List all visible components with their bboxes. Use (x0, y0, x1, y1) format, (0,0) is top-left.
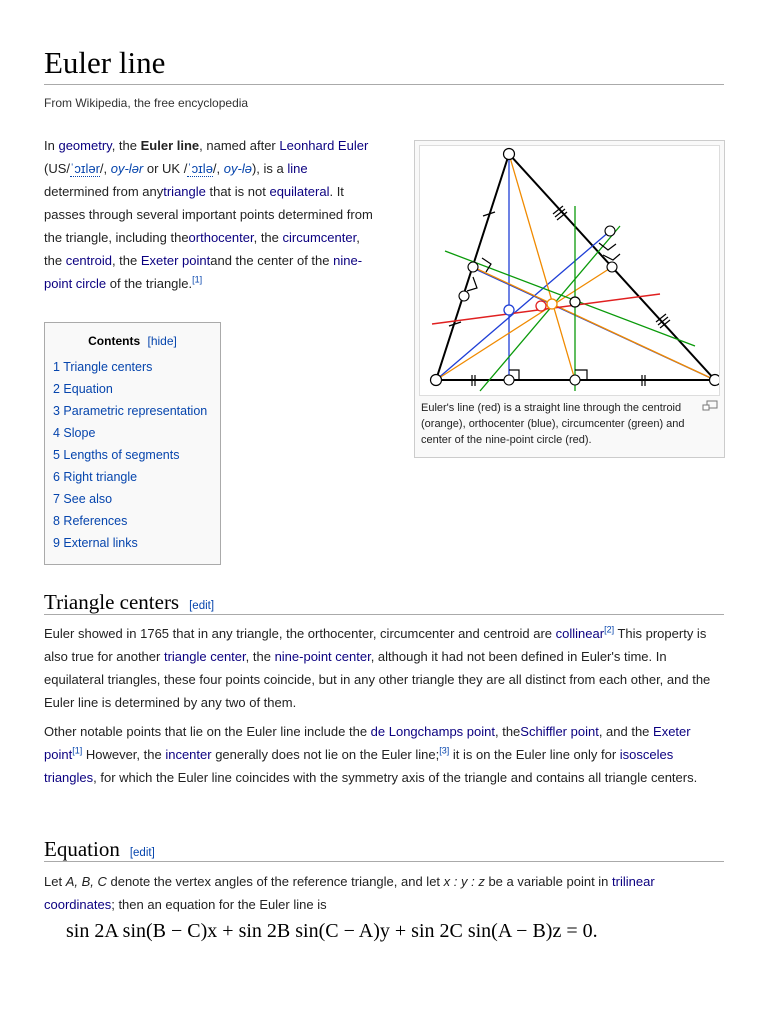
edit-link-triangle-centers[interactable]: [edit] (189, 600, 215, 612)
ref-1[interactable]: [1] (192, 274, 203, 285)
vertex-point (504, 149, 515, 160)
toc-item-external-links[interactable]: 9 External links (53, 536, 138, 550)
link-geometry[interactable]: geometry (58, 138, 112, 153)
bold-euler-line: Euler line (140, 138, 200, 153)
respelling-us[interactable]: oy-lər (110, 161, 144, 176)
vertex-point (710, 375, 720, 386)
toc-hide-toggle[interactable]: [hide] (147, 334, 177, 348)
foot-point (605, 226, 615, 236)
section-divider (44, 614, 724, 615)
foot-point (459, 291, 469, 301)
toc-item-slope[interactable]: 4 Slope (53, 426, 96, 440)
link-leonhard-euler[interactable]: Leonhard Euler (279, 138, 369, 153)
link-equilateral[interactable]: equilateral (269, 184, 330, 199)
page-subtitle: From Wikipedia, the free encyclopedia (44, 96, 249, 110)
link-exeter-point-2[interactable]: Exeter point (44, 724, 691, 762)
respelling-uk[interactable]: oy-lə (223, 161, 252, 176)
section-heading-equation: Equation [edit] (44, 837, 155, 861)
table-of-contents (44, 322, 221, 565)
euler-line-diagram (420, 146, 719, 395)
edit-link-equation[interactable]: [edit] (129, 847, 155, 859)
toc-item-see-also[interactable]: 7 See also (53, 492, 113, 506)
title-divider (44, 84, 724, 85)
link-circumcenter[interactable]: circumcenter (282, 230, 357, 245)
link-exeter-point[interactable]: Exeter point (140, 253, 211, 268)
foot-point (570, 375, 580, 385)
link-incenter[interactable]: incenter (165, 747, 212, 762)
link-trilinear-coordinates[interactable]: trilinear coordinates (44, 874, 655, 912)
link-de-longchamps-point[interactable]: de Longchamps point (370, 724, 495, 739)
link-line[interactable]: line (287, 161, 308, 176)
ipa-us[interactable]: ˈɔɪlər (70, 161, 100, 176)
toc-heading: Contents (88, 334, 141, 348)
section-divider (44, 861, 724, 862)
link-triangle[interactable]: triangle (163, 184, 206, 199)
centroid-point (547, 299, 557, 309)
triangle-centers-paragraph-1: Euler showed in 1765 that in any triangle, the orthocenter, circumcenter and centroid are collinear[2] This property is also true for another triangle center, the nine-point center, although it had not been defined in Euler's time. In equilateral triangles, these four points coincide, but in any other triangle they are all distinct from each other, and the Euler line is determined by any two of them. (44, 624, 711, 710)
link-orthocenter[interactable]: orthocenter (188, 230, 254, 245)
foot-point (607, 262, 617, 272)
intro-paragraph: In geometry, the Euler line, named after Leonhard Euler (US/ˈɔɪlər/, oy-lər or UK /ˈɔɪlə/, oy-lə), is a line determined from anytriangle that is not equilateral. It passes through several important points determined from the triangle, including theorthocenter, the circumcenter, the centroid, the Exeter pointand the center of the nine-point circle of the triangle.[1] (44, 138, 373, 291)
link-nine-point-center[interactable]: nine-point center (274, 649, 371, 664)
link-schiffler-point[interactable]: Schiffler point (520, 724, 599, 739)
link-collinear[interactable]: collinear (555, 626, 605, 641)
toc-item-right-triangle[interactable]: 6 Right triangle (53, 470, 138, 484)
magnify-icon[interactable] (702, 400, 718, 415)
vertex-point (431, 375, 442, 386)
circumcenter-point (570, 297, 580, 307)
altitude-blue-b (436, 231, 610, 380)
link-centroid[interactable]: centroid (65, 253, 112, 268)
right-angle-mark (599, 243, 616, 250)
ipa-uk[interactable]: ˈɔɪlə (187, 161, 213, 176)
foot-point (468, 262, 478, 272)
ref-2[interactable]: [2] (604, 624, 615, 635)
orthocenter-point (504, 305, 514, 315)
section-heading-triangle-centers: Triangle centers [edit] (44, 590, 215, 614)
foot-point (504, 375, 514, 385)
ref-3[interactable]: [3] (439, 745, 450, 756)
page-title: Euler line (44, 45, 166, 80)
toc-item-triangle-centers[interactable]: 1 Triangle centers (53, 360, 153, 374)
toc-item-equation[interactable]: 2 Equation (53, 382, 113, 396)
figure-box (414, 140, 725, 458)
triangle-centers-paragraph-2: Other notable points that lie on the Euler line include the de Longchamps point, theSchiffler point, and the Exeter point[1] However, the incenter generally does not lie on the Euler line;[3] it is on the Euler line only for isosceles triangles, for which the Euler line coincides with the symmetry axis of the triangle and contains all triangle centers. (44, 724, 698, 785)
ref-1b[interactable]: [1] (72, 745, 83, 756)
nine-point-center-point (536, 301, 546, 311)
equation-paragraph: Let A, B, C denote the vertex angles of the reference triangle, and let x : y : z be a variable point in trilinear coordinates; then an equation for the Euler line is (44, 874, 655, 912)
euler-line-equation: sin 2A sin(B − C)x + sin 2B sin(C − A)y + sin 2C sin(A − B)z = 0. (66, 920, 598, 942)
link-triangle-center[interactable]: triangle center (163, 649, 246, 664)
toc-item-lengths[interactable]: 5 Lengths of segments (53, 448, 180, 462)
link-isosceles-triangles[interactable]: isosceles triangles (44, 747, 674, 785)
toc-item-references[interactable]: 8 References (53, 514, 128, 528)
link-nine-point-circle[interactable]: nine-point circle (44, 253, 363, 291)
figure-image[interactable] (419, 145, 720, 396)
toc-item-parametric[interactable]: 3 Parametric representation (53, 404, 208, 418)
figure-caption: Euler's line (red) is a straight line through the centroid (orange), orthocenter (blue), circumcenter (green) and center of the nine-point circle (red). (421, 402, 685, 446)
median-orange-b (436, 267, 612, 380)
